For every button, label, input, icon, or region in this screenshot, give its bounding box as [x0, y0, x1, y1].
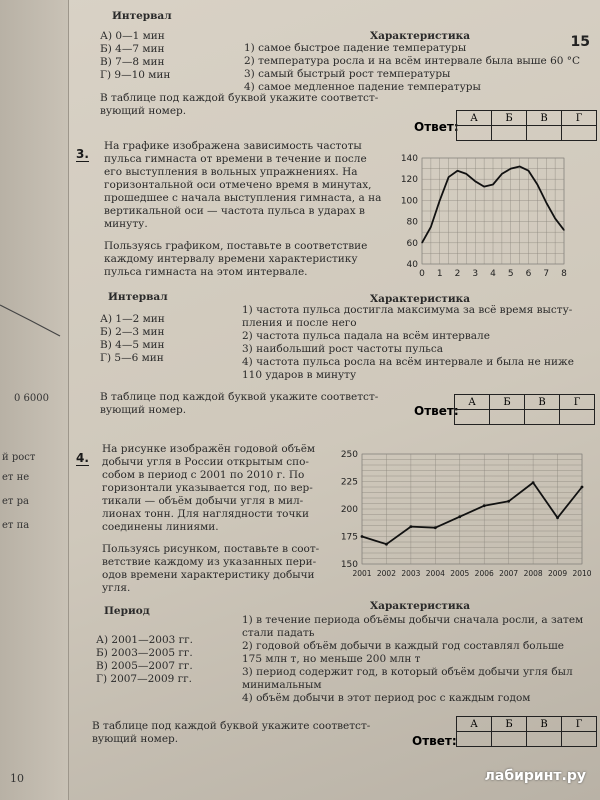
answer-cell[interactable]: [562, 732, 597, 747]
data-point: [361, 535, 364, 538]
data-point: [519, 166, 520, 167]
data-point: [563, 229, 564, 230]
task3-text: На графике изображена зависимость частоты пульса гимнаста от времени в течение и после его выступления в вольных упражнениях. На горизонтальной оси отмечено время в минутах, прошедшее с начала выступления гимнаста, а на вертикальной оси — частота пульса в ударах в минуту. Пользуясь графиком, поставьте в соответствие каждому интервалу времени характеристику пульса гимнаста на этом интервале.: [104, 140, 382, 278]
data-point: [385, 543, 388, 546]
answer-cell[interactable]: [560, 410, 595, 425]
task3-answer-label: Ответ:: [414, 404, 459, 418]
x-tick-label: 2010: [572, 569, 592, 578]
left-page-fragment: й рост: [2, 452, 36, 463]
left-page-fragment: ет не: [2, 472, 30, 483]
answer-cell[interactable]: [455, 410, 490, 425]
data-point: [448, 176, 449, 177]
data-point: [581, 486, 584, 489]
left-page-edge: [0, 0, 69, 800]
task3-instruction: В таблице под каждой буквой укажите соответст- вующий номер.: [100, 391, 379, 416]
x-tick-label: 2008: [523, 569, 543, 578]
task3-char-header: Характеристика: [370, 293, 471, 305]
data-point: [501, 173, 502, 174]
y-tick-label: 60: [406, 238, 418, 249]
task3-interval-header: Интервал: [108, 291, 168, 303]
task4-instruction: В таблице под каждой буквой укажите соответст- вующий номер.: [92, 720, 371, 745]
data-point: [421, 242, 422, 243]
x-tick-label: 2006: [474, 569, 494, 578]
x-tick-label: 2002: [376, 569, 396, 578]
data-point: [484, 186, 485, 187]
task3-number: 3.: [76, 147, 89, 161]
task4-period-header: Период: [104, 605, 150, 617]
data-point: [537, 184, 538, 185]
y-tick-label: 80: [406, 217, 418, 228]
answer-cell[interactable]: [527, 732, 562, 747]
x-tick-label: 2005: [450, 569, 470, 578]
pulse-chart: [396, 152, 576, 288]
data-point: [430, 226, 431, 227]
task4-char-list: 1) в течение периода объёмы добычи сначала росли, а затем стали падать 2) годовой объём добычи в каждый год составлял больше 175 млн т, но меньше 200 млн т 3) период содержит год, в который объём добычи угля был минимальным 4) объём добычи в этот период рос с каждым годом: [242, 614, 584, 704]
x-tick-label: 2009: [548, 569, 568, 578]
y-tick-label: 200: [340, 505, 358, 515]
data-point: [475, 181, 476, 182]
x-tick-label: 2001: [352, 569, 372, 578]
y-tick-label: 100: [400, 196, 418, 207]
data-point: [546, 202, 547, 203]
answer-cell[interactable]: [492, 126, 527, 141]
task2-interval-header: Интервал: [112, 10, 172, 22]
x-tick-label: 8: [561, 269, 567, 279]
data-point: [510, 168, 511, 169]
y-tick-label: 150: [340, 560, 358, 570]
data-point: [458, 515, 461, 518]
data-point: [507, 500, 510, 503]
task3-interval-list: А) 1—2 мин Б) 2—3 мин В) 4—5 мин Г) 5—6 мин: [100, 313, 165, 364]
task2-answer-table: А Б В Г: [456, 110, 597, 141]
answer-cell[interactable]: [527, 126, 562, 141]
x-tick-label: 2: [454, 269, 461, 279]
task4-text: На рисунке изображён годовой объём добычи угля в России открытым спо- собом в период с 2001 по 2010 г. По горизонтали указывается год, по вер- тикали — объём добычи угля в мил- лионах тонн. Для наглядности точки соединены линиями. Пользуясь рисунком, поставьте в соот- ветствие каждому из указанных пери- одов времени характеристику добычи угля.: [102, 443, 320, 594]
task2-answer-label: Ответ:: [414, 120, 459, 134]
data-point: [555, 218, 556, 219]
answer-cell[interactable]: [457, 126, 492, 141]
x-tick-label: 0: [419, 269, 425, 279]
task3-answer-table: А Б В Г: [454, 394, 595, 425]
task2-instruction: В таблице под каждой буквой укажите соответст- вующий номер.: [100, 92, 379, 117]
data-point: [556, 516, 559, 519]
x-tick-label: 2004: [425, 569, 445, 578]
data-point: [439, 200, 440, 201]
task2-char-list: 1) самое быстрое падение температуры 2) температура росла и на всём интервале была выше 60 °С 3) самый быстрый рост температуры 4) самое медленное падение температуры: [244, 42, 581, 93]
answer-cell[interactable]: [457, 732, 492, 747]
y-tick-label: 120: [400, 175, 418, 186]
answer-cell[interactable]: [562, 126, 597, 141]
data-point: [483, 504, 486, 507]
task4-period-list: А) 2001—2003 гг. Б) 2003—2005 гг. В) 2005—2007 гг. Г) 2007—2009 гг.: [96, 634, 194, 685]
left-page-fragment: ет па: [2, 520, 30, 531]
coal-series-line: [362, 483, 582, 545]
left-page-fragment: ет ра: [2, 496, 29, 507]
answer-cell[interactable]: [490, 410, 525, 425]
page-number: 15: [570, 34, 590, 50]
task2-char-header: Характеристика: [370, 30, 471, 42]
data-point: [466, 173, 467, 174]
y-tick-label: 225: [340, 477, 358, 488]
x-tick-label: 5: [507, 269, 514, 279]
task2-interval-list: А) 0—1 мин Б) 4—7 мин В) 7—8 мин Г) 9—10 мин: [100, 30, 171, 81]
data-point: [409, 525, 412, 528]
coal-chart: [336, 448, 592, 584]
data-point: [457, 170, 458, 171]
task4-char-header: Характеристика: [370, 600, 471, 612]
x-tick-label: 2003: [401, 569, 421, 578]
y-tick-label: 140: [400, 154, 418, 164]
answer-cell[interactable]: [492, 732, 527, 747]
answer-cell[interactable]: [525, 410, 560, 425]
data-point: [434, 526, 437, 529]
x-tick-label: 1: [436, 269, 443, 279]
y-tick-label: 40: [406, 260, 418, 270]
task3-char-list: 1) частота пульса достигла максимума за всё время высту- пления и после него 2) частота пульса падала на всём интервале 3) наибольший рост частоты пульса 4) частота пульса росла на всём интервале и была не ниже 110 ударов в минуту: [242, 304, 574, 381]
x-tick-label: 4: [490, 269, 496, 279]
data-point: [532, 481, 535, 484]
x-tick-label: 2007: [499, 569, 519, 578]
x-tick-label: 6: [525, 269, 532, 279]
data-point: [528, 170, 529, 171]
task4-answer-label: Ответ:: [412, 734, 457, 748]
left-page-number: 10: [10, 772, 24, 785]
x-tick-label: 7: [543, 269, 550, 279]
task4-answer-table: А Б В Г: [456, 716, 597, 747]
watermark: лабиринт.ру: [484, 768, 586, 784]
left-page-curve: [0, 300, 68, 340]
task4-number: 4.: [76, 451, 89, 465]
left-page-tick: 0 6000: [14, 393, 49, 404]
data-point: [492, 184, 493, 185]
x-tick-label: 3: [472, 269, 479, 279]
y-tick-label: 250: [340, 450, 358, 460]
y-tick-label: 175: [340, 532, 358, 543]
